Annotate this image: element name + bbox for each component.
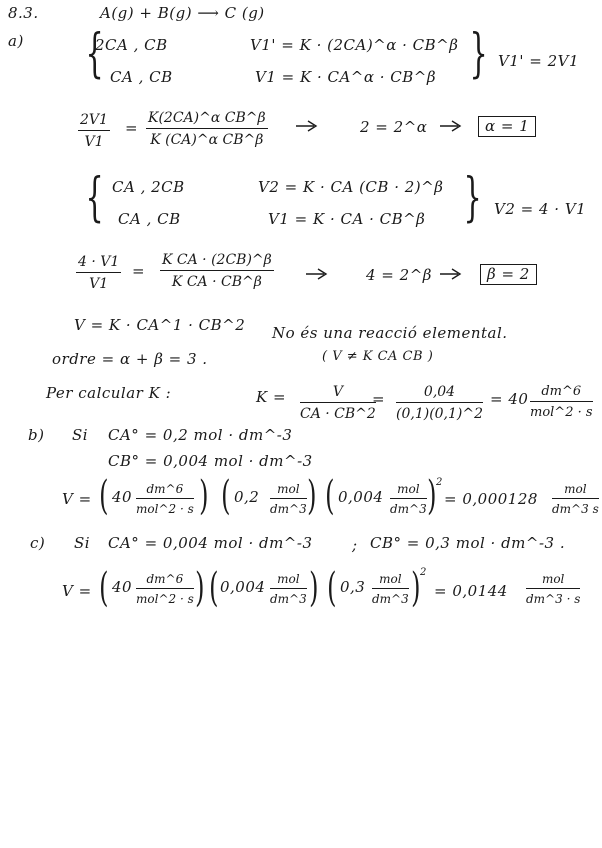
part-c-label: c) <box>30 534 46 552</box>
alpha-answer-box: α = 1 <box>478 116 536 137</box>
part-c-k-units: dm^6 mol^2 · s <box>136 572 194 606</box>
part-b-k-units: dm^6 mol^2 · s <box>136 482 194 516</box>
exponent-2: 2 <box>420 567 427 578</box>
calc-k-eq: K = <box>256 388 287 406</box>
elementary-note-sub: ( V ≠ K CA CB ) <box>322 349 434 364</box>
open-paren: ( <box>221 473 231 519</box>
part-c-c1-units: mol dm^3 <box>270 572 307 606</box>
sys2-row2-rate: V1 = K · CA · CB^β <box>268 210 426 228</box>
beta-answer-box: β = 2 <box>480 264 537 285</box>
equals-sign: = <box>372 390 386 408</box>
part-b-c1-units: mol dm^3 <box>270 482 307 516</box>
part-b-c1-value: 0,2 <box>234 488 260 506</box>
close-paren: ) <box>307 473 317 519</box>
close-paren: ) <box>427 473 437 519</box>
close-paren: ) <box>195 565 205 611</box>
sys1-result: V1' = 2V1 <box>498 52 580 70</box>
part-c-result-units: mol dm^3 · s <box>526 572 581 606</box>
ratio1-lhs: $\frac{2V1}{V1}$ <box>80 112 108 150</box>
part-b-c2-value: 0,004 <box>338 488 384 506</box>
ratio2-step: 4 = 2^β <box>366 266 432 284</box>
exponent-2: 2 <box>436 477 443 488</box>
calc-k-units: dm^6 mol^2 · s <box>530 384 593 420</box>
implies-arrow-icon <box>306 268 330 280</box>
ratio2-rhs: $\frac{\text{K CA · (2CB)\textasciicircum{}β}}{\text{K CA · CB\textasciicircum{}β}}$ <box>162 252 272 290</box>
right-brace: } <box>463 168 482 228</box>
open-paren: ( <box>325 473 335 519</box>
implies-arrow-icon <box>296 120 320 132</box>
rate-law: V = K · CA^1 · CB^2 <box>74 316 246 334</box>
part-c-si: Si <box>74 534 91 552</box>
calc-k-result: = 40 <box>490 390 529 408</box>
part-c-cb0: CB° = 0,3 mol · dm^-3 . <box>370 534 566 552</box>
calc-k-frac1: $\frac{V}{CA \cdot CB\^{}2}$ <box>300 384 376 422</box>
part-b-k-value: 40 <box>112 488 133 506</box>
open-paren: ( <box>99 473 109 519</box>
ratio2-lhs: $\frac{4 \cdot V1}{V1}$ <box>78 254 120 292</box>
close-paren: ) <box>199 473 209 519</box>
open-paren: ( <box>99 565 109 611</box>
sys2-row2-conc: CA , CB <box>118 210 181 228</box>
part-b-result: = 0,000128 <box>444 490 538 508</box>
equals-sign: = <box>132 262 146 280</box>
part-b-label: b) <box>28 426 45 444</box>
sys1-row1-conc: 2CA , CB <box>95 36 168 54</box>
part-c-eq-lhs: V = <box>62 582 92 600</box>
implies-arrow-icon <box>440 268 464 280</box>
calc-k-frac2: $\frac{0,04}{(0,1)(0,1)\^{}2}$ <box>396 384 484 422</box>
sys2-result: V2 = 4 · V1 <box>494 200 587 218</box>
ratio1-rhs: $\frac{\text{K(2CA)\textasciicircum{}α CB\textasciicircum{}β}}{\text{K (CA)\textasciicircum{}α CB\textasciicircum{}β}}$ <box>148 110 266 148</box>
part-b-cb0: CB° = 0,004 mol · dm^-3 <box>108 452 313 470</box>
part-b-eq-lhs: V = <box>62 490 92 508</box>
right-brace: } <box>469 24 488 84</box>
part-b-si: Si <box>72 426 89 444</box>
sys1-row1-rate: V1' = K · (2CA)^α · CB^β <box>250 36 459 54</box>
part-c-c2-units: mol dm^3 <box>372 572 409 606</box>
reaction-order: ordre = α + β = 3 . <box>52 350 208 368</box>
implies-arrow-icon <box>440 120 464 132</box>
part-b-c2-units: mol dm^3 <box>390 482 427 516</box>
part-c-separator: ; <box>352 536 358 554</box>
part-c-k-value: 40 <box>112 578 133 596</box>
part-c-c1-value: 0,004 <box>220 578 266 596</box>
reaction-equation: A(g) + B(g) ⟶ C (g) <box>100 4 265 22</box>
elementary-note: No és una reacció elemental. <box>272 324 508 342</box>
sys1-row2-rate: V1 = K · CA^α · CB^β <box>255 68 437 86</box>
part-c-ca0: CA° = 0,004 mol · dm^-3 <box>108 534 313 552</box>
left-brace: { <box>85 24 104 84</box>
sys1-row2-conc: CA , CB <box>110 68 173 86</box>
part-c-result: = 0,0144 <box>434 582 508 600</box>
ratio1-step: 2 = 2^α <box>360 118 428 136</box>
part-b-ca0: CA° = 0,2 mol · dm^-3 <box>108 426 293 444</box>
problem-number: 8.3. <box>8 4 39 22</box>
close-paren: ) <box>309 565 319 611</box>
part-a-label: a) <box>8 32 24 50</box>
part-c-c2-value: 0,3 <box>340 578 366 596</box>
equals-sign: = <box>125 119 139 137</box>
part-b-result-units: mol dm^3 s <box>552 482 599 516</box>
close-paren: ) <box>411 565 421 611</box>
open-paren: ( <box>209 565 219 611</box>
sys2-row1-conc: CA , 2CB <box>112 178 185 196</box>
calc-k-label: Per calcular K : <box>46 384 172 402</box>
left-brace: { <box>85 168 104 228</box>
sys2-row1-rate: V2 = K · CA (CB · 2)^β <box>258 178 444 196</box>
open-paren: ( <box>327 565 337 611</box>
